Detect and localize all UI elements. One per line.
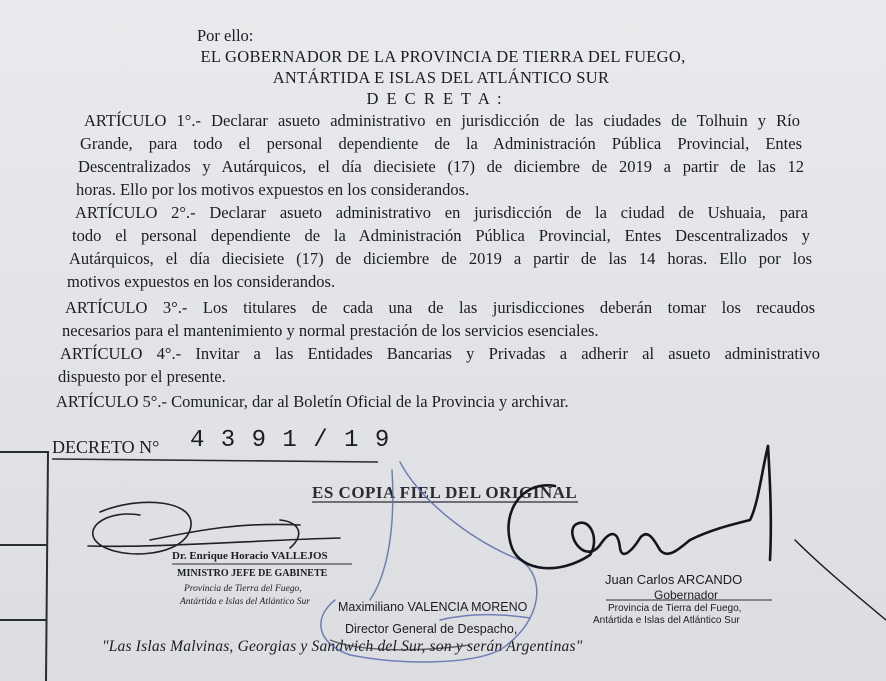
article-1-line-4: horas. Ello por los motivos expuestos en los considerandos. (76, 180, 470, 199)
vallejos-signature (88, 502, 340, 554)
article-2-line-2: todo el personal dependiente de la Administración Pública Provincial, Entes Descentralizados y (72, 226, 810, 245)
arcando-signature (509, 446, 886, 620)
arcando-region: Antártida e Islas del Atlántico Sur (593, 615, 740, 626)
vallejos-province: Provincia de Tierra del Fuego, (184, 584, 302, 594)
arcando-role: Gobernador (654, 588, 719, 602)
article-1-line-3: Descentralizados y Autárquicos, el día diecisiete (17) de diciembre de 2019 a partir de las 12 (78, 157, 804, 176)
decree-number: 4 3 9 1 / 1 9 (190, 427, 391, 454)
governor-title-line2: ANTÁRTIDA E ISLAS DEL ATLÁNTICO SUR (272, 68, 610, 87)
left-table-edge (0, 452, 48, 681)
article-4-line-1: ARTÍCULO 4°.- Invitar a las Entidades Bancarias y Privadas a adherir al asueto administrativo (60, 344, 820, 363)
article-1-line-2: Grande, para todo el personal dependiente de la Administración Pública Provincial, Entes (80, 134, 802, 153)
article-1-line-1: ARTÍCULO 1°.- Declarar asueto administrativo en jurisdicción de las ciudades de Tolhuin y Río (84, 111, 800, 130)
article-2-line-1: ARTÍCULO 2°.- Declarar asueto administrativo en jurisdicción de la ciudad de Ushuaia, para (75, 203, 808, 222)
governor-title-line1: EL GOBERNADOR DE LA PROVINCIA DE TIERRA DEL FUEGO, (200, 47, 686, 66)
motto-scribble (330, 640, 470, 650)
vallejos-role: MINISTRO JEFE DE GABINETE (177, 568, 328, 579)
arcando-province: Provincia de Tierra del Fuego, (608, 603, 742, 614)
article-2-line-3: Autárquicos, el día diecisiete (17) de diciembre de 2019 a partir de las 14 horas. Ello por los (69, 249, 812, 268)
arcando-name: Juan Carlos ARCANDO (605, 572, 743, 587)
intro-text: Por ello: (197, 26, 254, 45)
article-5-line-1: ARTÍCULO 5°.- Comunicar, dar al Boletín Oficial de la Provincia y archivar. (56, 392, 569, 411)
article-2-line-4: motivos expuestos en los considerandos. (67, 272, 336, 291)
decree-underline (52, 459, 378, 462)
article-4-line-2: dispuesto por el presente. (58, 367, 226, 386)
vallejos-name: Dr. Enrique Horacio VALLEJOS (172, 550, 328, 562)
decreta-heading: D E C R E T A : (366, 89, 504, 108)
valencia-role: Director General de Despacho, (345, 622, 518, 636)
malvinas-motto: "Las Islas Malvinas, Georgias y Sandwich del Sur, son y serán Argentinas" (102, 638, 583, 655)
valencia-signature (321, 462, 537, 662)
valencia-name: Maximiliano VALENCIA MORENO (338, 600, 528, 614)
vallejos-region: Antártida e Islas del Atlántico Sur (180, 597, 310, 607)
article-3-line-2: necesarios para el mantenimiento y normal prestación de los servicios esenciales. (62, 321, 599, 340)
decree-label: DECRETO N° (52, 437, 160, 457)
certified-copy-stamp: ES COPIA FIEL DEL ORIGINAL (312, 483, 578, 502)
article-3-line-1: ARTÍCULO 3°.- Los titulares de cada una de las jurisdicciones deberán tomar los recaudos (65, 298, 815, 317)
